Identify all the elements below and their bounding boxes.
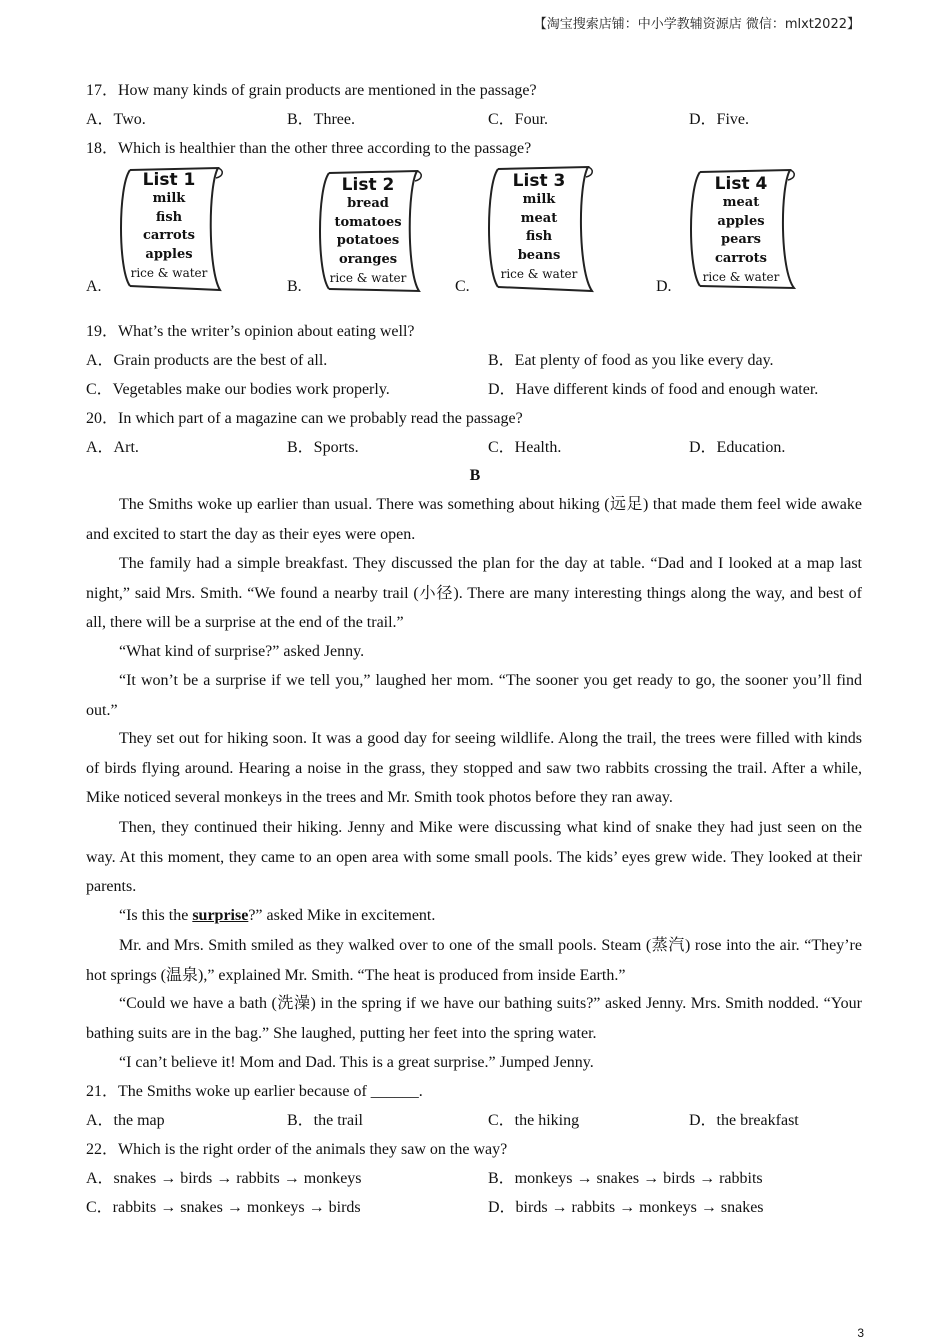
list-4-item: rice & water	[702, 270, 780, 284]
passage-paragraph-3: “What kind of surprise?” asked Jenny.	[119, 643, 365, 660]
passage-paragraph-9: “Could we have a bath (洗澡) in the spring if we have our bathing suits?” asked Jenny. Mrs. Smith nodded. “Your bathing suits are in the bag.” She laughed, putting her feet into the spring water.	[86, 995, 862, 1042]
list-1-scroll	[114, 166, 224, 294]
passage-paragraph-6: Then, they continued their hiking. Jenny and Mike were discussing what kind of snake they had just seen on the way. At this moment, they came to an open area with some small pools. The kids’ eyes grew wide. They looked at their parents.	[86, 819, 862, 896]
q17-option-a: A．Two.	[86, 111, 146, 128]
q22-option-b: B．monkeys → snakes → birds → rabbits	[488, 1170, 763, 1187]
q22-option-a: A．snakes → birds → rabbits → monkeys	[86, 1170, 362, 1187]
passage-paragraph-2: The family had a simple breakfast. They discussed the plan for the day at table. “Dad and I looked at a map last night,” said Mrs. Smith. “We found a nearby trail (小径). There are many interesting things along the way, and best of all, there will be a surprise at the end of the trail.”	[86, 555, 862, 632]
list-1-item: rice & water	[130, 266, 208, 280]
list-4-title: List 4	[714, 174, 768, 194]
underlined-word-surprise: surprise	[192, 907, 249, 924]
q20-option-c: C．Health.	[488, 439, 562, 456]
q21-option-a: A．the map	[86, 1112, 165, 1129]
q18-option-c: C.	[455, 278, 470, 295]
q18-option-d: D.	[656, 278, 672, 295]
list-4-item: apples	[717, 213, 765, 229]
list-3-scroll	[482, 165, 596, 295]
list-4-item: carrots	[714, 250, 768, 266]
list-4-item: meat	[722, 195, 760, 210]
q21-option-c: C．the hiking	[488, 1112, 580, 1129]
list-3-item: rice & water	[500, 267, 578, 281]
section-heading: B	[469, 467, 481, 484]
passage-paragraph-5: They set out for hiking soon. It was a good day for seeing wildlife. Along the trail, the trees were filled with kinds of birds flying around. Hearing a noise in the grass, they stopped and saw two rabbits crossing the trail. After a while, Mike noticed several monkeys in the trees and Mr. Smith took photos before they ran away.	[86, 730, 862, 807]
list-4-scroll	[684, 168, 798, 292]
q20-option-d: D．Education.	[689, 439, 786, 456]
list-1-item: milk	[152, 191, 186, 206]
page-number: 3	[857, 1326, 864, 1340]
q22-option-c: C．rabbits → snakes → monkeys → birds	[86, 1199, 361, 1216]
list-1-title: List 1	[142, 170, 196, 190]
q19-option-a: A．Grain products are the best of all.	[86, 352, 328, 369]
list-2-scroll	[313, 169, 423, 295]
list-3-title: List 3	[512, 171, 566, 191]
page-header: 【淘宝搜索店铺：中小学教辅资源店 微信：mlxt2022】	[533, 17, 860, 32]
passage-paragraph-4: “It won’t be a surprise if we tell you,” laughed her mom. “The sooner you get ready to go, the sooner you’ll find out.”	[86, 672, 862, 719]
passage-paragraph-10: “I can’t believe it! Mom and Dad. This is a great surprise.” Jumped Jenny.	[119, 1054, 594, 1071]
question-19-stem: 19．What’s the writer’s opinion about eating well?	[86, 323, 415, 340]
list-2-item: oranges	[338, 251, 398, 267]
p7-text-after: ?” asked Mike in excitement.	[248, 907, 436, 924]
question-22-stem: 22．Which is the right order of the animals they saw on the way?	[86, 1141, 508, 1158]
list-2-title: List 2	[341, 175, 395, 195]
list-1-item: carrots	[142, 228, 196, 243]
passage-paragraph-8: Mr. and Mrs. Smith smiled as they walked over to one of the small pools. Steam (蒸汽) rose into the air. “They’re hot springs (温泉),” explained Mr. Smith. “The heat is produced from inside Earth.”	[86, 937, 862, 984]
passage-paragraph-7	[86, 901, 862, 931]
q21-option-d: D．the breakfast	[689, 1112, 799, 1129]
list-3-item: milk	[522, 192, 556, 207]
p7-text-before: “Is this the	[119, 907, 193, 924]
q19-option-b: B．Eat plenty of food as you like every day.	[488, 352, 774, 369]
q20-option-a: A．Art.	[86, 439, 139, 456]
question-20-stem: 20．In which part of a magazine can we probably read the passage?	[86, 410, 523, 427]
question-17-stem: 17．How many kinds of grain products are mentioned in the passage?	[86, 82, 537, 99]
list-2-item: potatoes	[336, 233, 400, 248]
list-4-item: pears	[721, 232, 761, 247]
list-3-item: fish	[525, 229, 553, 244]
q17-option-b: B．Three.	[287, 111, 355, 128]
q20-option-b: B．Sports.	[287, 439, 359, 456]
passage-paragraph-1: The Smiths woke up earlier than usual. There was something about hiking (远足) that made them feel wide awake and excited to start the day as their eyes were open.	[86, 496, 862, 543]
q22-option-d: D．birds → rabbits → monkeys → snakes	[488, 1199, 764, 1216]
question-21-stem: 21．The Smiths woke up earlier because of ______.	[86, 1083, 423, 1100]
list-1-item: fish	[155, 209, 183, 225]
q19-option-c: C．Vegetables make our bodies work properly.	[86, 381, 390, 398]
list-1-item: apples	[145, 246, 193, 262]
q17-option-d: D．Five.	[689, 111, 750, 128]
list-2-item: bread	[347, 196, 389, 211]
list-2-item: rice & water	[329, 271, 407, 285]
list-3-item: beans	[517, 247, 561, 263]
q17-option-c: C．Four.	[488, 111, 549, 128]
question-18-stem: 18．Which is healthier than the other three according to the passage?	[86, 140, 532, 157]
q19-option-d: D．Have different kinds of food and enough water.	[488, 381, 819, 398]
list-3-item: meat	[520, 210, 558, 226]
list-2-item: tomatoes	[334, 214, 402, 230]
q18-option-a: A.	[86, 278, 102, 295]
q18-option-b: B.	[287, 278, 302, 295]
q21-option-b: B．the trail	[287, 1112, 363, 1129]
